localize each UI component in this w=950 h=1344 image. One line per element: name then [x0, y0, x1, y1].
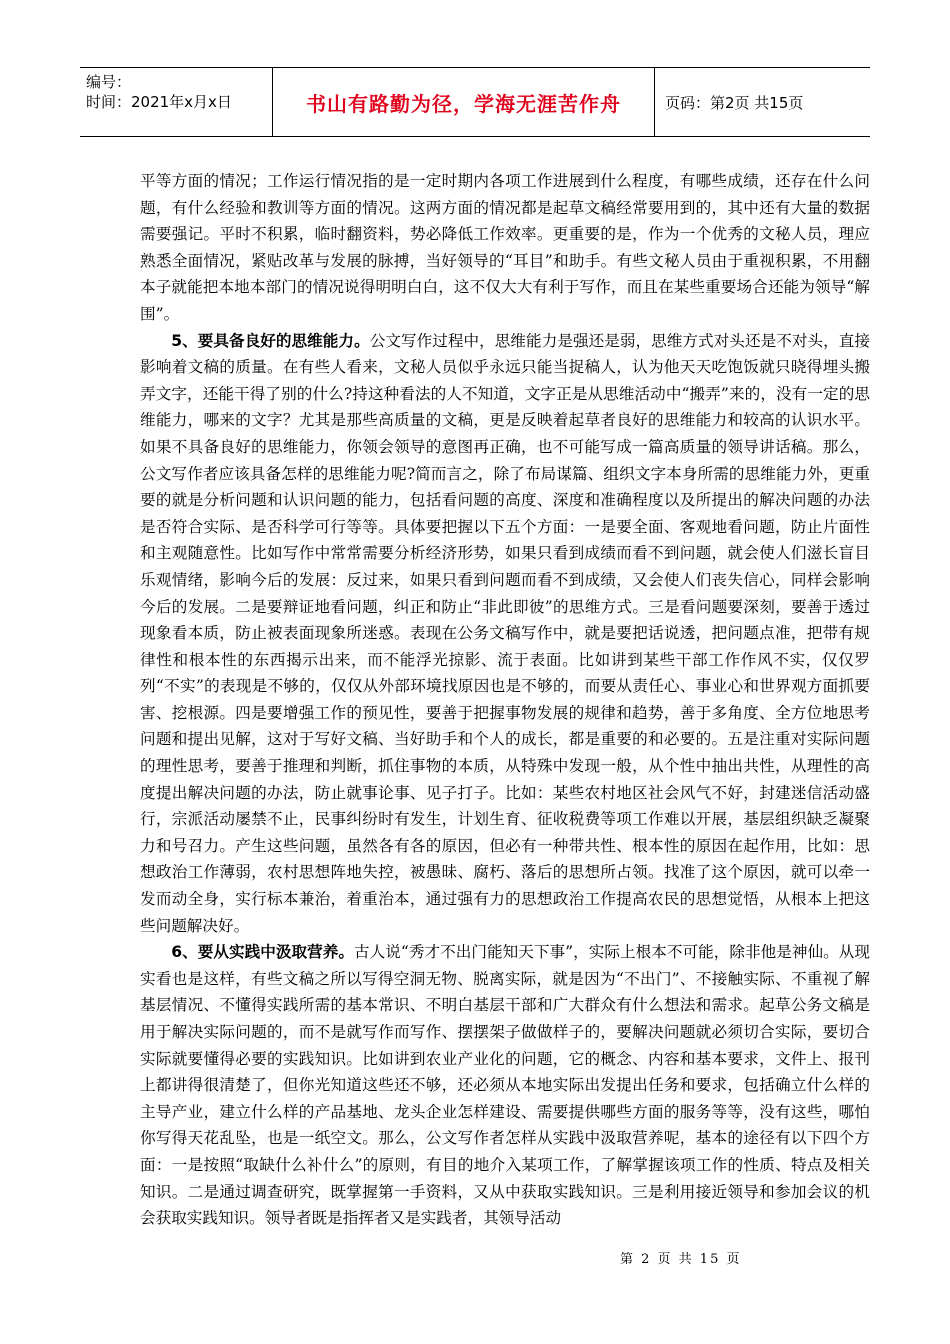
document-number-label: 编号：: [86, 73, 132, 91]
paragraph-3-text: 古人说“秀才不出门能知天下事”，实际上根本不可能，除非他是神仙。从现实看也是这样，有些文稿之所以写得空洞无物、脱离实际，就是因为“不出门”、不接触实际、不重视了解基层情况、不懂得实践所需的基本常识、不明白基层干部和广大群众有什么想法和需求。起草公务文稿是用于解决实际问题的，而不是就写作而写作、摆摆架子做做样子的，要解决问题就必须切合实际，要切合实际就要懂得必要的实践知识。比如讲到农业产业化的问题，它的概念、内容和基本要求，文件上、报刊上都讲得很清楚了，但你光知道这些还不够，还必须从本地实际出发提出任务和要求，包括确立什么样的主导产业，建立什么样的产品基地、龙头企业怎样建设、需要提供哪些方面的服务等等，没有这些，哪怕你写得天花乱坠，也是一纸空文。那么，公文写作者怎样从实践中汲取营养呢，基本的途径有以下四个方面：一是按照“取缺什么补什么”的原则，有目的地介入某项工作，了解掌握该项工作的性质、特点及相关知识。二是通过调查研究，既掌握第一手资料，又从中获取实践知识。三是利用接近领导和参加会议的机会获取实践知识。领导者既是指挥者又是实践者，其领导活动: [140, 943, 870, 1228]
header-motto: 书山有路勤为径，学海无涯苦作舟: [273, 68, 655, 136]
document-time-label: 时间：2021年x月x日: [86, 93, 232, 111]
page-header: [80, 67, 870, 137]
paragraph-2: [140, 328, 870, 940]
paragraph-2-text: 公文写作过程中，思维能力是强还是弱，思维方式对头还是不对头，直接影响着文稿的质量。在有些人看来，文秘人员似乎永远只能当捉稿人，认为他天天吃饱饭就只晓得埋头搬弄文字，还能干得了别的什么?持这种看法的人不知道，文字正是从思维活动中“搬弄”来的，没有一定的思维能力，哪来的文字？尤其是那些高质量的文稿，更是反映着起草者良好的思维能力和较高的认识水平。如果不具备良好的思维能力，你领会领导的意图再正确，也不可能写成一篇高质量的领导讲话稿。那么，公文写作者应该具备怎样的思维能力呢?简而言之，除了布局谋篇、组织文字本身所需的思维能力外，更重要的就是分析问题和认识问题的能力，包括看问题的高度、深度和准确程度以及所提出的解决问题的办法是否符合实际、是否科学可行等等。具体要把握以下五个方面：一是要全面、客观地看问题，防止片面性和主观随意性。比如写作中常常需要分析经济形势，如果只看到成绩而看不到问题，就会使人们滋长盲目乐观情绪，影响今后的发展：反过来，如果只看到问题而看不到成绩，又会使人们丧失信心，同样会影响今后的发展。二是要辩证地看问题，纠正和防止“非此即彼”的思维方式。三是看问题要深刻，要善于透过现象看本质，防止被表面现象所迷惑。表现在公务文稿写作中，就是要把话说透，把问题点准，把带有规律性和根本性的东西揭示出来，而不能浮光掠影、流于表面。比如讲到某些干部工作作风不实，仅仅罗列“不实”的表现是不够的，仅仅从外部环境找原因也是不够的，而要从责任心、事业心和世界观方面抓要害、挖根源。四是要增强工作的预见性，要善于把握事物发展的规律和趋势，善于多角度、全方位地思考问题和提出见解，这对于写好文稿、当好助手和个人的成长，都是重要的和必要的。五是注重对实际问题的理性思考，要善于推理和判断，抓住事物的本质，从特殊中发现一般，从个性中抽出共性，从理性的高度提出解决问题的办法，防止就事论事、见子打子。比如：某些农村地区社会风气不好，封建迷信活动盛行，宗派活动屡禁不止，民事纠纷时有发生，计划生育、征收税费等项工作难以开展，基层组织缺乏凝聚力和号召力。产生这些问题，虽然各有各的原因，但必有一种带共性、根本性的原因在起作用，比如：思想政治工作薄弱，农村思想阵地失控，被愚昧、腐朽、落后的思想所占领。找准了这个原因，就可以牵一发而动全身，实行标本兼治，着重治本，通过强有力的思想政治工作提高农民的思想觉悟，从根本上把这些问题解决好。: [140, 331, 870, 935]
page-footer: 第 2 页 共 15 页: [620, 1252, 742, 1267]
paragraph-2-heading: 5、要具备良好的思维能力。: [171, 331, 370, 350]
header-page-info: 页码：第2页 共15页: [665, 93, 804, 112]
paragraph-1: 平等方面的情况；工作运行情况指的是一定时期内各项工作进展到什么程度，有哪些成绩，还存在什么问题，有什么经验和教训等方面的情况。这两方面的情况都是起草文稿经常要用到的，其中还有大量的数据需要强记。平时不积累，临时翻资料，势必降低工作效率。更重要的是，作为一个优秀的文秘人员，理应熟悉全面情况，紧贴改革与发展的脉搏，当好领导的“耳目”和助手。有些文秘人员由于重视积累，不用翻本子就能把本地本部门的情况说得明明白白，这不仅大大有利于写作，而且在某些重要场合还能为领导“解围”。: [140, 172, 870, 323]
document-body: [140, 168, 870, 1232]
header-meta: [80, 68, 273, 136]
paragraph-3-heading: 6、要从实践中汲取营养。: [171, 943, 354, 962]
paragraph-3: [140, 939, 870, 1232]
